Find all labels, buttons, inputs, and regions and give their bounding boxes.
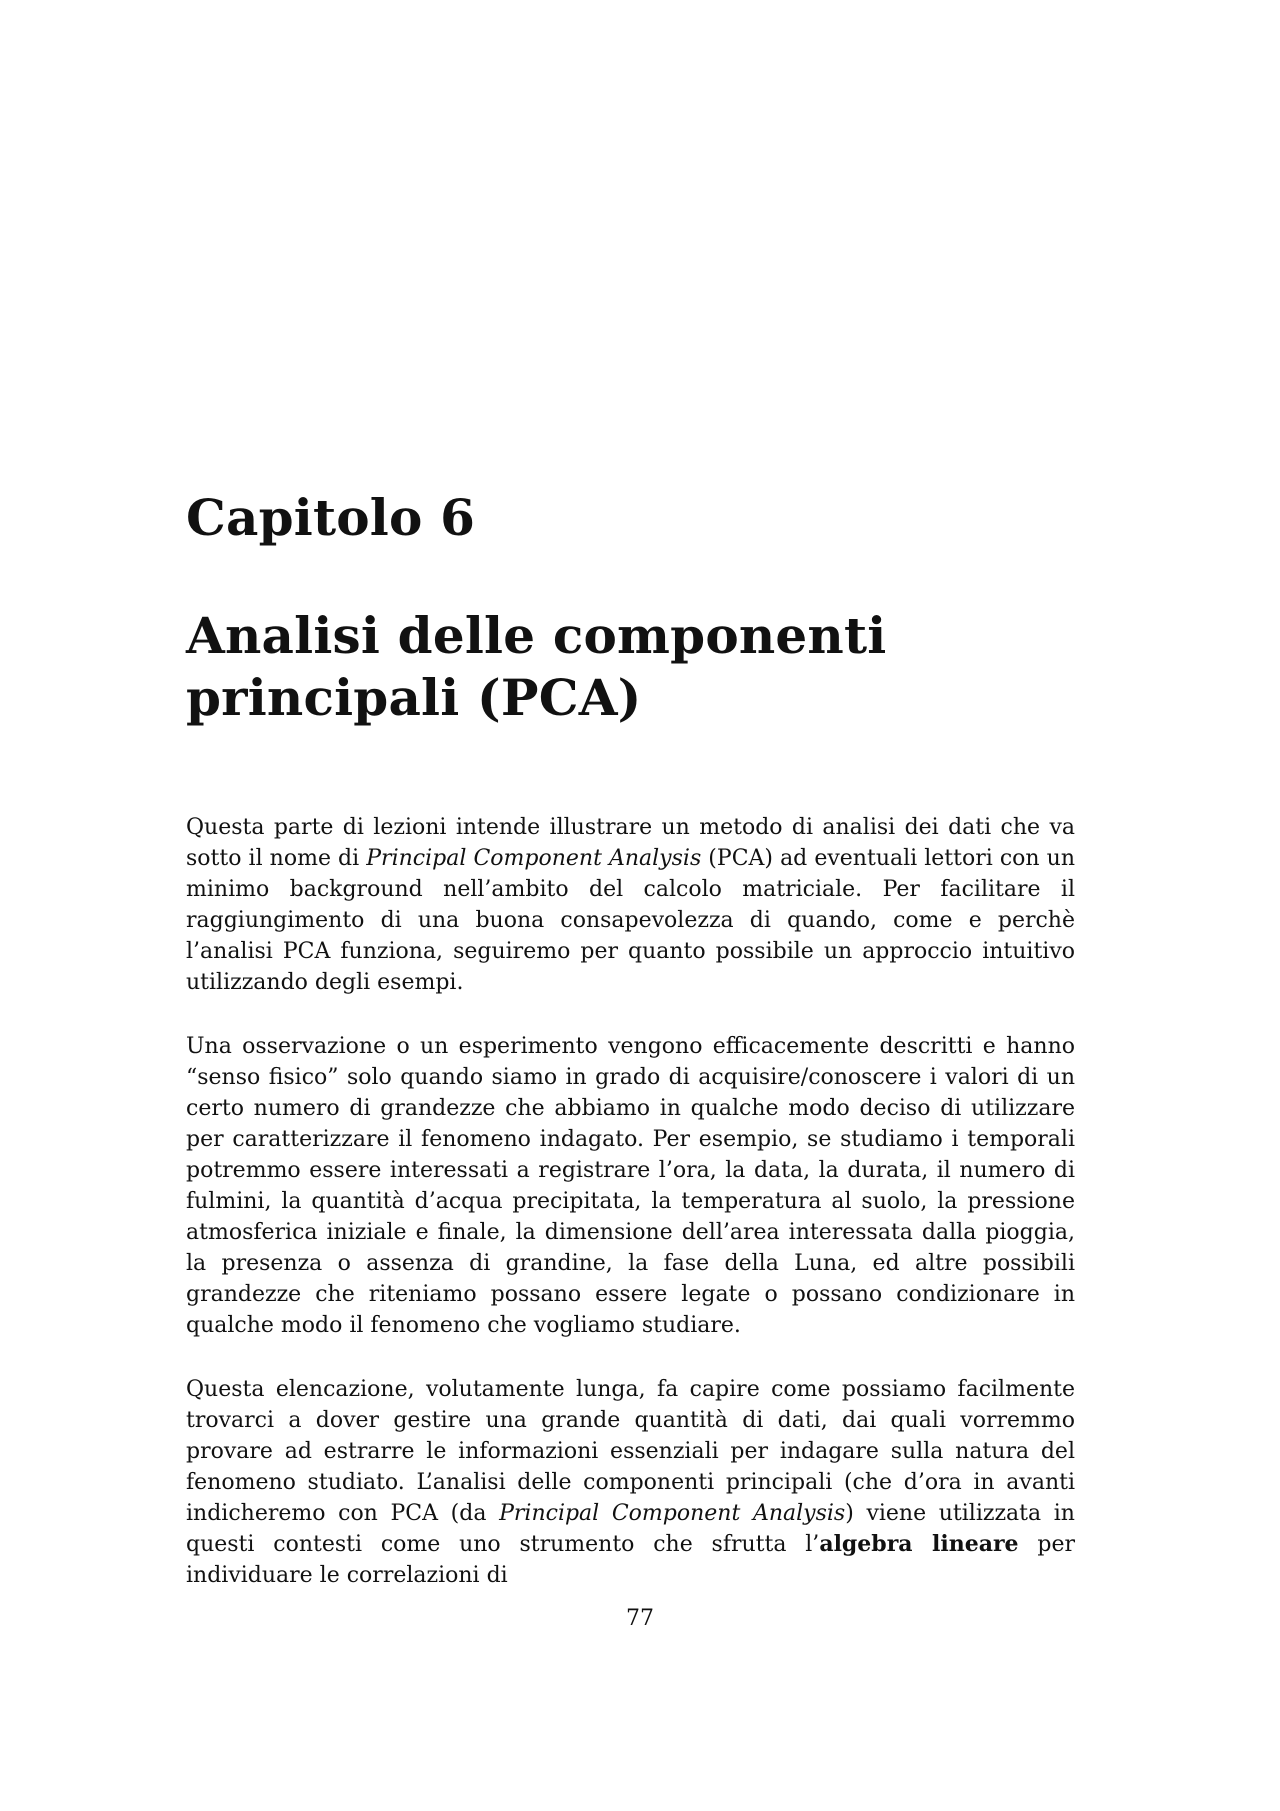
paragraph-3-run-5: per individuare le correlazioni di (186, 1532, 1075, 1588)
paragraph-3 (186, 1374, 1075, 1591)
chapter-title: Analisi delle componenti principali (PCA) (186, 606, 887, 727)
paragraph-2 (186, 1031, 1075, 1341)
paragraph-3-bold-term: algebra lineare (819, 1531, 1019, 1557)
paragraph-1-italic-term: Principal Component Analysis (366, 846, 702, 871)
paragraph-3-run-3: ) viene utilizzata in questi contesti come uno strumento che sfrutta l’ (186, 1501, 1075, 1557)
chapter-label: Capitolo 6 (186, 488, 476, 547)
paragraph-2-run-1: Una osservazione o un esperimento vengono efficacemente descritti e hanno “senso fisico” solo quando siamo in grado di acquisire/conoscere i valori di un certo numero di grandezze che abbiamo in qualche modo deciso di utilizzare per caratterizzare il fenomeno indagato. Per esempio, se studiamo i temporali potremmo essere interessati a registrare l’ora, la data, la durata, il numero di fulmini, la quantità d’acqua precipitata, la temperatura al suolo, la pressione atmosferica iniziale e finale, la dimensione dell’area interessata dalla pioggia, la presenza o assenza di grandine, la fase della Luna, ed altre possibili grandezze che riteniamo possano essere legate o possano condizionare in qualche modo il fenomeno che vogliamo studiare. (186, 1034, 1075, 1338)
paragraph-1-run-1: Questa parte di lezioni intende illustrare un metodo di analisi dei dati che va sotto il nome di (186, 815, 1075, 871)
paragraph-1-run-3: (PCA) ad eventuali lettori con un minimo background nell’ambito del calcolo matriciale. Per facilitare il raggiungimento di una buona consapevolezza di quando, come e perchè l’analisi PCA funziona, seguiremo per quanto possibile un approccio intuitivo utilizzando degli esempi. (186, 846, 1076, 995)
paragraph-3-run-1: Questa elencazione, volutamente lunga, fa capire come possiamo facilmente trovarci a dover gestire una grande quantità di dati, dai quali vorremmo provare ad estrarre le informazioni essenziali per indagare sulla natura del fenomeno studiato. L’analisi delle componenti principali (che d’ora in avanti indicheremo con PCA (da (186, 1377, 1075, 1526)
paragraph-3-italic-term: Principal Component Analysis (499, 1501, 846, 1526)
paragraph-1 (186, 812, 1075, 998)
body-text (186, 812, 1075, 1624)
page-number: 77 (626, 1606, 654, 1631)
